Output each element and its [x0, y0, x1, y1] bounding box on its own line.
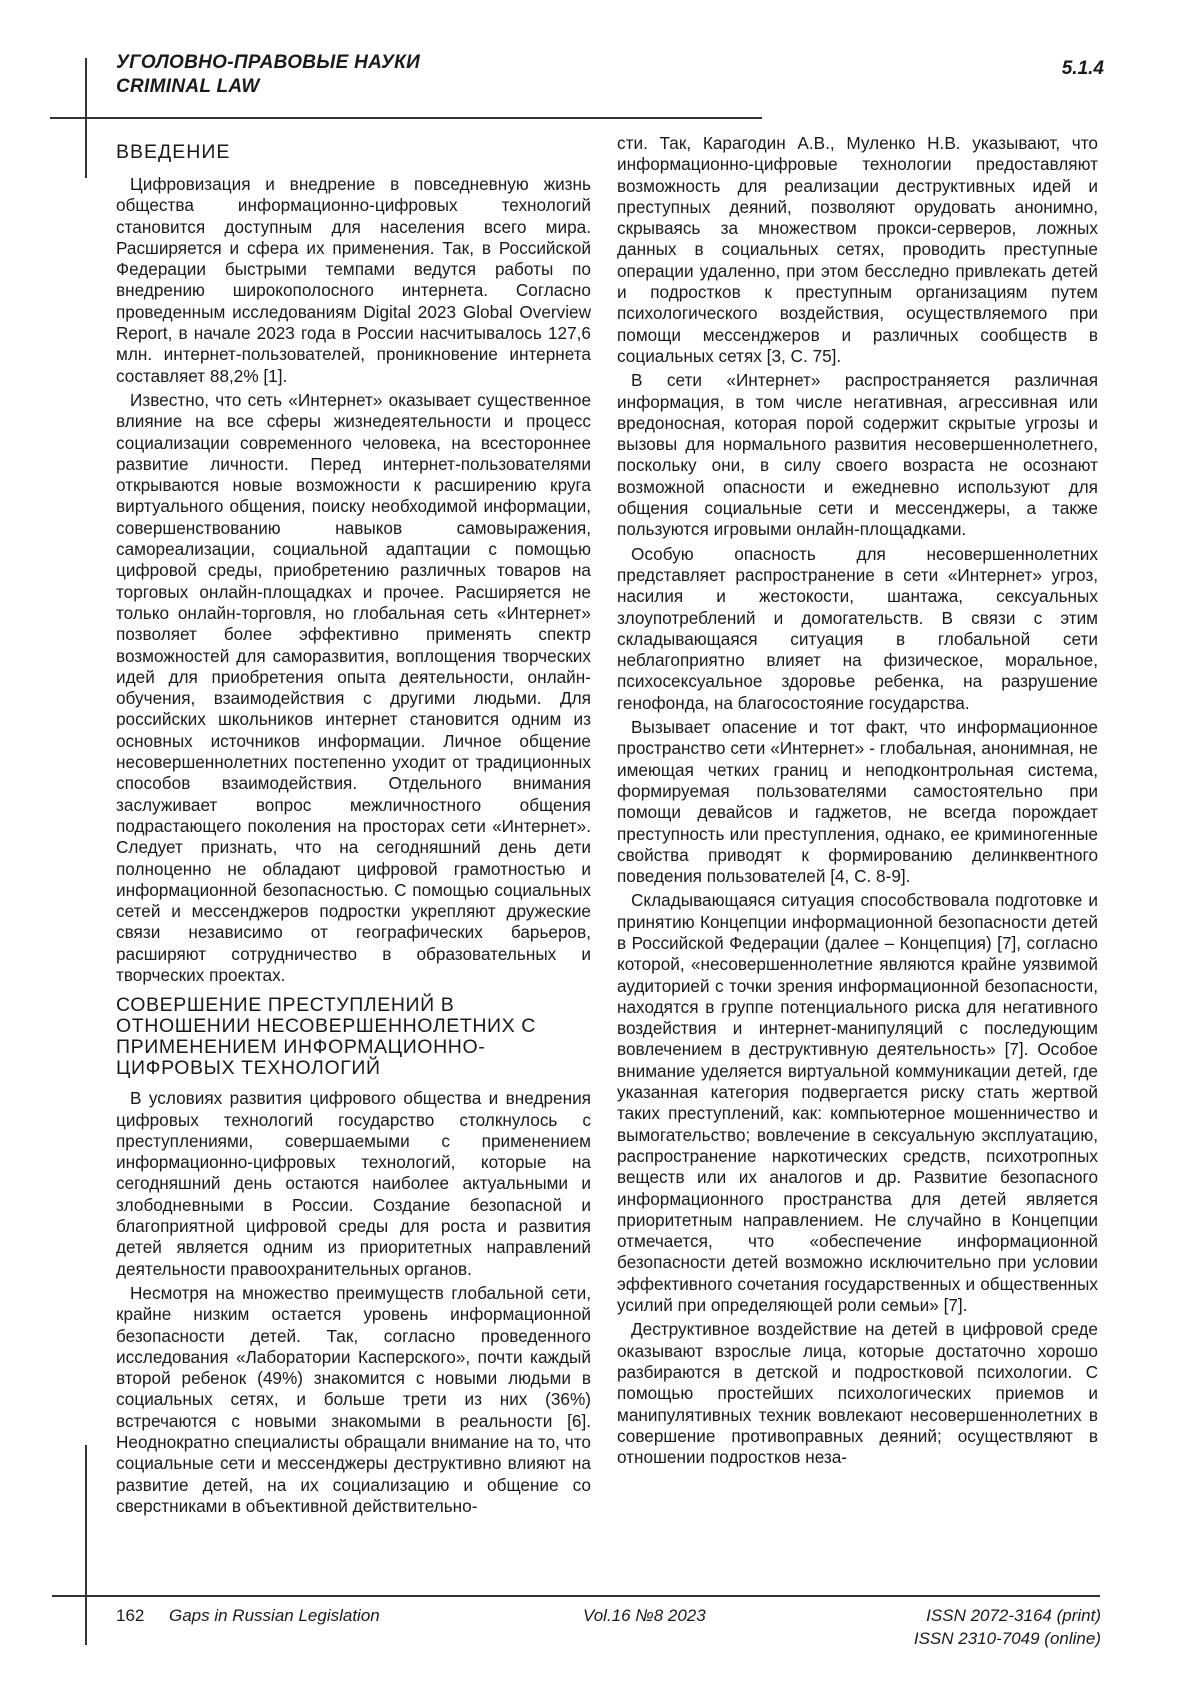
- page-number: 162: [116, 1606, 145, 1625]
- left-column: [116, 139, 591, 1520]
- paragraph: В условиях развития цифрового общества и внедрения цифровых технологий государство столкнулось с преступлениями, совершаемыми с применением информационно-цифровых технологий, которые на сегодняшний день остаются наиболее актуальными и злободневными в России. Создание безопасной и благоприятной цифровой среды для роста и развития детей является одним из приоритетных направлений деятельности правоохранительных органов.: [116, 1088, 591, 1279]
- journal-title: Gaps in Russian Legislation: [169, 1606, 380, 1625]
- paragraph: Вызывает опасение и тот факт, что информационное пространство сети «Интернет» - глобальная, анонимная, не имеющая четких границ и неподконтрольная система, формируемая пользователями самостоятельно при помощи девайсов и гаджетов, не всегда порождает преступность или преступления, однако, ее криминогенные свойства приводят к формированию делинквентного поведения пользователей [4, С. 8-9].: [617, 717, 1098, 887]
- paragraph: В сети «Интернет» распространяется различная информация, в том числе негативная, агрессивная или вредоносная, которая порой содержит скрытые угрозы и вызовы для нормального развития несовершеннолетнего, поскольку они, в силу своего возраста не осознают возможной опасности и ежедневно используют для общения социальные сети и мессенджеры, а также пользуются игровыми онлайн-площадками.: [617, 370, 1098, 540]
- right-column: [617, 133, 1098, 1471]
- paragraph: Известно, что сеть «Интернет» оказывает существенное влияние на все сферы жизнедеятельности и процесс социализации современного человека, на всестороннее развитие личности. Перед интернет-пользователями открываются новые возможности к расширению круга виртуального общения, поиску необходимой информации, совершенствованию навыков самовыражения, самореализации, социальной адаптации с помощью цифровой среды, приобретению различных товаров на торговых онлайн-площадках и прочее. Расширяется не только онлайн-торговля, но глобальная сеть «Интернет» позволяет более эффективно применять спектр возможностей для саморазвития, воплощения творческих идей для приобретения опыта деятельности, онлайн-обучения, взаимодействия с другими людьми. Для российских школьников интернет становится одним из основных источников информации. Личное общение несовершеннолетних постепенно уходит от традиционных способов взаимодействия. Отдельного внимания заслуживает вопрос межличностного общения подрастающего поколения на просторах сети «Интернет». Следует признать, что на сегодняшний день дети полноценно не обладают цифровой грамотностью и информационной безопасностью. С помощью социальных сетей и мессенджеров подростки укрепляют дружеские связи независимо от географических барьеров, расширяют сотрудничество в образовательных и творческих проектах.: [116, 389, 591, 985]
- volume-issue: Vol.16 №8 2023: [583, 1606, 706, 1625]
- issn-online: ISSN 2310-7049 (online): [913, 1629, 1101, 1648]
- running-header-section-ru: УГОЛОВНО-ПРАВОВЫЕ НАУКИ: [116, 52, 421, 73]
- section-heading: СОВЕРШЕНИЕ ПРЕСТУПЛЕНИЙ В ОТНОШЕНИИ НЕСОВЕРШЕННОЛЕТНИХ С ПРИМЕНЕНИЕМ ИНФОРМАЦИОННО-ЦИФРОВЫХ ТЕХНОЛОГИЙ: [116, 994, 536, 1080]
- footer-vertical-rule: [85, 1445, 87, 1645]
- running-header-section-en: CRIMINAL LAW: [116, 76, 260, 97]
- intro-heading: ВВЕДЕНИЕ: [116, 141, 231, 163]
- footer-horizontal-rule: [52, 1595, 1100, 1597]
- specialty-code: 5.1.4: [1061, 58, 1104, 79]
- header-horizontal-rule: [50, 117, 762, 119]
- paragraph: Складывающаяся ситуация способствовала подготовке и принятию Концепции информационной безопасности детей в Российской Федерации (далее – Концепция) [7], согласно которой, «несовершеннолетние являются крайне уязвимой аудиторией с точки зрения информационной безопасности, находятся в группе потенциального риска для негативного воздействия и интернет-манипуляций с последующим вовлечением в деструктивную деятельность» [7]. Особое внимание уделяется виртуальной коммуникации детей, где указанная категория подвергается риску стать жертвой таких преступлений, как: компьютерное мошенничество и вымогательство; вовлечение в сексуальную эксплуатацию, распространение наркотических средств, психотропных веществ или их аналогов и др. Развитие безопасного информационного пространства для детей является приоритетным направлением. Не случайно в Концепции отмечается, что «обеспечение информационной безопасности детей возможно исключительно при условии эффективного сочетания государственных и общественных усилий при определяющей роли семьи» [7].: [617, 890, 1098, 1316]
- paragraph-continued: сти. Так, Карагодин А.В., Муленко Н.В. указывают, что информационно-цифровые технологии предоставляют возможность для реализации деструктивных идей и преступных деяний, позволяют орудовать анонимно, скрываясь за множеством прокси-серверов, ложных данных в социальных сетях, проводить преступные операции удаленно, при этом бесследно привлекать детей и подростков к преступным организациям путем психологического воздействия, осуществляемого при помощи мессенджеров и различных сообществ в социальных сетях [3, С. 75].: [617, 133, 1098, 366]
- issn-print: ISSN 2072-3164 (print): [926, 1606, 1101, 1625]
- paragraph: Несмотря на множество преимуществ глобальной сети, крайне низким остается уровень информационной безопасности детей. Так, согласно проведенного исследования «Лаборатории Касперского», почти каждый второй ребенок (49%) знакомится с новыми людьми в социальных сетях, и больше трети из них (36%) встречаются с новыми знакомыми в реальности [6]. Неоднократно специалисты обращали внимание на то, что социальные сети и мессенджеры деструктивно влияют на развитие детей, на их социализацию и общение со сверстниками в объективной действительно-: [116, 1282, 591, 1516]
- paragraph: Деструктивное воздействие на детей в цифровой среде оказывают взрослые лица, которые достаточно хорошо разбираются в детской и подростковой психологии. С помощью простейших психологических приемов и манипулятивных техник вовлекают несовершеннолетних в совершение противоправных деяний; осуществляют в отношении подростков неза-: [617, 1319, 1098, 1468]
- paragraph: Цифровизация и внедрение в повседневную жизнь общества информационно-цифровых технологий становится доступным для населения всего мира. Расширяется и сфера их применения. Так, в Российской Федерации быстрыми темпами ведутся работы по внедрению широкополосного интернета. Согласно проведенным исследованиям Digital 2023 Global Overview Report, в начале 2023 года в России насчитывалось 127,6 млн. интернет-пользователей, проникновение интернета составляет 88,2% [1].: [116, 174, 591, 386]
- paragraph: Особую опасность для несовершеннолетних представляет распространение в сети «Интернет» угроз, насилия и жестокости, шантажа, сексуальных злоупотреблений и домогательств. В связи с этим складывающаяся ситуация в глобальной сети неблагоприятно влияет на физическое, моральное, психосексуальное здоровье ребенка, на разрушение генофонда, на благосостояние государства.: [617, 543, 1098, 713]
